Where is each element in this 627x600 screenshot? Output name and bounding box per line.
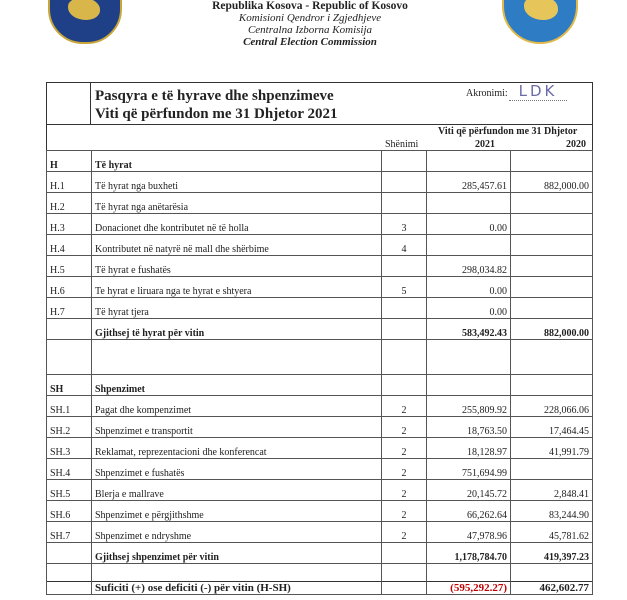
table-row xyxy=(47,214,593,235)
row-description: Donacionet dhe kontributet në të holla xyxy=(92,214,382,235)
row-code: SH.1 xyxy=(47,396,92,417)
table-row xyxy=(47,417,593,438)
row-description: Suficiti (+) ose deficiti (-) për vitin (H-SH) xyxy=(92,564,382,595)
table-row xyxy=(47,151,593,172)
row-note xyxy=(382,319,427,340)
row-code: H.5 xyxy=(47,256,92,277)
table-row xyxy=(47,522,593,543)
table-row xyxy=(47,235,593,256)
row-value-2021: 298,034.82 xyxy=(427,256,511,277)
row-note xyxy=(382,375,427,396)
row-code: H.3 xyxy=(47,214,92,235)
row-value-2021: 255,809.92 xyxy=(427,396,511,417)
row-note xyxy=(382,193,427,214)
header-line-1: Republika Kosova - Republic of Kosovo xyxy=(212,0,408,12)
row-value-2021: 0.00 xyxy=(427,277,511,298)
row-note: 2 xyxy=(382,522,427,543)
year-2021-header: 2021 xyxy=(475,139,495,150)
row-description: Pagat dhe kompenzimet xyxy=(92,396,382,417)
row-value-2020 xyxy=(511,277,593,298)
row-value-2021: 47,978.96 xyxy=(427,522,511,543)
row-note: 2 xyxy=(382,438,427,459)
row-value-2021: 66,262.64 xyxy=(427,501,511,522)
row-description: Të hyrat xyxy=(92,151,382,172)
row-description: Blerja e mallrave xyxy=(92,480,382,501)
row-value-2020 xyxy=(511,151,593,172)
row-value-2021: 1,178,784.70 xyxy=(427,543,511,564)
row-code: SH.3 xyxy=(47,438,92,459)
row-value-2021: 0.00 xyxy=(427,298,511,319)
row-value-2020 xyxy=(511,340,593,375)
row-note: 2 xyxy=(382,396,427,417)
row-value-2020: 2,848.41 xyxy=(511,480,593,501)
row-value-2020 xyxy=(511,375,593,396)
row-note: 4 xyxy=(382,235,427,256)
acronym-handwritten-value: LDK xyxy=(509,82,567,101)
table-row xyxy=(47,564,593,595)
row-value-2020 xyxy=(511,235,593,256)
row-note xyxy=(382,151,427,172)
row-code: SH xyxy=(47,375,92,396)
statement-title: Pasqyra e të hyrave dhe shpenzimeve xyxy=(95,88,334,104)
table-row xyxy=(47,319,593,340)
row-value-2020: 83,244.90 xyxy=(511,501,593,522)
row-value-2021: 18,128.97 xyxy=(427,438,511,459)
row-note xyxy=(382,543,427,564)
table-row xyxy=(47,480,593,501)
row-note xyxy=(382,298,427,319)
table-row xyxy=(47,501,593,522)
row-description: Të hyrat nga anëtarësia xyxy=(92,193,382,214)
row-description: Shpenzimet e fushatës xyxy=(92,459,382,480)
row-description: Te hyrat e liruara nga te hyrat e shtyera xyxy=(92,277,382,298)
row-description: Shpenzimet xyxy=(92,375,382,396)
table-row xyxy=(47,256,593,277)
row-value-2020: 419,397.23 xyxy=(511,543,593,564)
row-code: H.2 xyxy=(47,193,92,214)
row-value-2021 xyxy=(427,340,511,375)
row-note: 2 xyxy=(382,501,427,522)
row-value-2021 xyxy=(427,193,511,214)
row-value-2021 xyxy=(427,235,511,256)
row-code: H.4 xyxy=(47,235,92,256)
row-code xyxy=(47,319,92,340)
row-code xyxy=(47,340,92,375)
statement-subtitle: Viti që përfundon me 31 Dhjetor 2021 xyxy=(95,106,338,122)
row-note: 5 xyxy=(382,277,427,298)
row-code: SH.7 xyxy=(47,522,92,543)
header-line-2: Komisioni Qendror i Zgjedhjeve xyxy=(238,12,382,24)
row-value-2021: 20,145.72 xyxy=(427,480,511,501)
row-value-2020: 882,000.00 xyxy=(511,319,593,340)
row-value-2020: 45,781.62 xyxy=(511,522,593,543)
row-description: Kontributet në natyrë në mall dhe shërbime xyxy=(92,235,382,256)
row-description: Shpenzimet e ndryshme xyxy=(92,522,382,543)
row-description: Shpenzimet e përgjithshme xyxy=(92,501,382,522)
document-header xyxy=(0,0,627,50)
table-row xyxy=(47,438,593,459)
row-value-2021: 18,763.50 xyxy=(427,417,511,438)
table-row xyxy=(47,375,593,396)
row-value-2020 xyxy=(511,193,593,214)
kosovo-coat-of-arms-icon xyxy=(48,0,122,44)
row-code: SH.6 xyxy=(47,501,92,522)
year-2020-header: 2020 xyxy=(566,139,586,150)
row-value-2020 xyxy=(511,256,593,277)
table-row xyxy=(47,543,593,564)
acronym-label: Akronimi: xyxy=(466,88,508,99)
row-value-2020: 41,991.79 xyxy=(511,438,593,459)
row-value-2020: 462,602.77 xyxy=(511,564,593,595)
row-code xyxy=(47,543,92,564)
row-description xyxy=(92,340,382,375)
table-row xyxy=(47,340,593,375)
table-row xyxy=(47,172,593,193)
row-code: H xyxy=(47,151,92,172)
header-line-4: Central Election Commission xyxy=(243,36,377,48)
row-description: Të hyrat e fushatës xyxy=(92,256,382,277)
table-row xyxy=(47,459,593,480)
row-code: SH.4 xyxy=(47,459,92,480)
row-note: 2 xyxy=(382,417,427,438)
note-header: Shënimi xyxy=(385,139,419,150)
row-note xyxy=(382,340,427,375)
row-value-2020 xyxy=(511,298,593,319)
institution-name xyxy=(150,0,470,48)
row-description: Të hyrat tjera xyxy=(92,298,382,319)
row-code xyxy=(47,564,92,595)
row-description: Gjithsej të hyrat për vitin xyxy=(92,319,382,340)
row-value-2020 xyxy=(511,214,593,235)
row-value-2021 xyxy=(427,375,511,396)
row-value-2021: 751,694.99 xyxy=(427,459,511,480)
row-description: Gjithsej shpenzimet për vitin xyxy=(92,543,382,564)
row-description: Reklamat, reprezentacioni dhe konferencat xyxy=(92,438,382,459)
row-code: SH.2 xyxy=(47,417,92,438)
row-note: 3 xyxy=(382,214,427,235)
row-note xyxy=(382,256,427,277)
row-value-2021: 583,492.43 xyxy=(427,319,511,340)
row-code: H.7 xyxy=(47,298,92,319)
table-row xyxy=(47,298,593,319)
row-code: H.1 xyxy=(47,172,92,193)
row-description: Të hyrat nga buxheti xyxy=(92,172,382,193)
row-value-2021: (595,292.27) xyxy=(427,564,511,595)
row-note xyxy=(382,172,427,193)
row-value-2020: 17,464.45 xyxy=(511,417,593,438)
row-code: SH.5 xyxy=(47,480,92,501)
table-row xyxy=(47,396,593,417)
row-value-2021: 285,457.61 xyxy=(427,172,511,193)
row-value-2021 xyxy=(427,151,511,172)
row-value-2020 xyxy=(511,459,593,480)
table-row xyxy=(47,277,593,298)
header-line-3: Centralna Izborna Komisija xyxy=(247,24,373,36)
period-header: Viti që përfundon me 31 Dhjetor xyxy=(438,126,578,137)
row-code: H.6 xyxy=(47,277,92,298)
row-value-2020: 228,066.06 xyxy=(511,396,593,417)
row-note xyxy=(382,564,427,595)
election-commission-logo-icon xyxy=(502,0,578,44)
row-value-2020: 882,000.00 xyxy=(511,172,593,193)
row-description: Shpenzimet e transportit xyxy=(92,417,382,438)
row-note: 2 xyxy=(382,480,427,501)
row-value-2021: 0.00 xyxy=(427,214,511,235)
income-expense-table xyxy=(46,150,593,595)
table-row xyxy=(47,193,593,214)
table-body xyxy=(47,151,593,595)
row-note: 2 xyxy=(382,459,427,480)
